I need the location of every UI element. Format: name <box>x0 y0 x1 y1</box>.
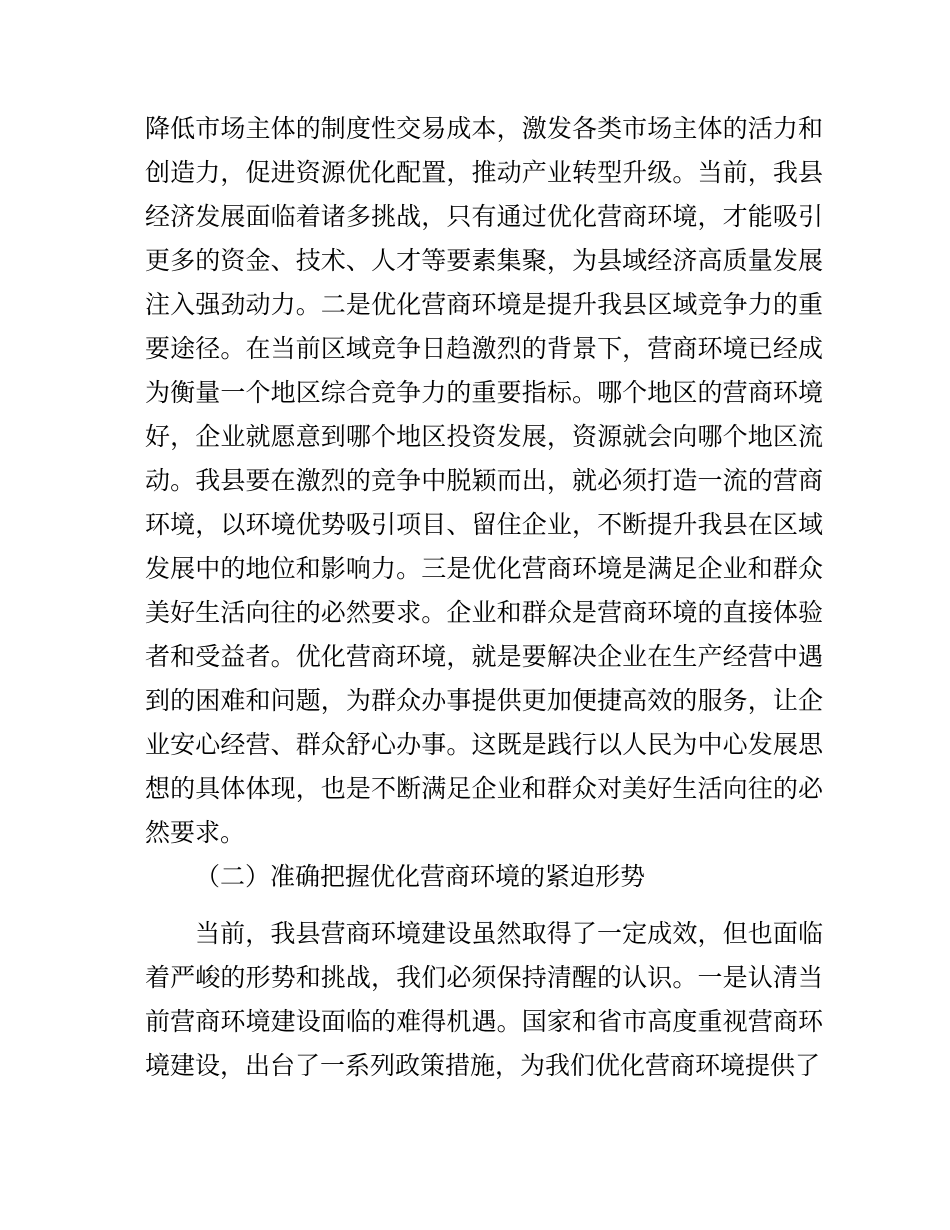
paragraph-body: 当前，我县营商环境建设虽然取得了一定成效，但也面临着严峻的形势和挑战，我们必须保持清醒的认识。一是认清当前营商环境建设面临的难得机遇。国家和省市高度重视营商环境建设，出台了一系列政策措施，为我们优化营商环境提供了 <box>145 921 823 1080</box>
document-body <box>145 108 823 1089</box>
section-subheading: （二）准确把握优化营商环境的紧迫形势 <box>195 864 646 891</box>
paragraph-continuation: 降低市场主体的制度性交易成本，激发各类市场主体的活力和创造力，促进资源优化配置，推动产业转型升级。当前，我县经济发展面临着诸多挑战，只有通过优化营商环境，才能吸引更多的资金、技术、人才等要素集聚，为县域经济高质量发展注入强劲动力。二是优化营商环境是提升我县区域竞争力的重要途径。在当前区域竞争日趋激烈的背景下，营商环境已经成为衡量一个地区综合竞争力的重要指标。哪个地区的营商环境好，企业就愿意到哪个地区投资发展，资源就会向哪个地区流动。我县要在激烈的竞争中脱颖而出，就必须打造一流的营商环境，以环境优势吸引项目、留住企业，不断提升我县在区域发展中的地位和影响力。三是优化营商环境是满足企业和群众美好生活向往的必然要求。企业和群众是营商环境的直接体验者和受益者。优化营商环境，就是要解决企业在生产经营中遇到的困难和问题，为群众办事提供更加便捷高效的服务，让企业安心经营、群众舒心办事。这既是践行以人民为中心发展思想的具体体现，也是不断满足企业和群众对美好生活向往的必然要求。 <box>145 116 823 847</box>
